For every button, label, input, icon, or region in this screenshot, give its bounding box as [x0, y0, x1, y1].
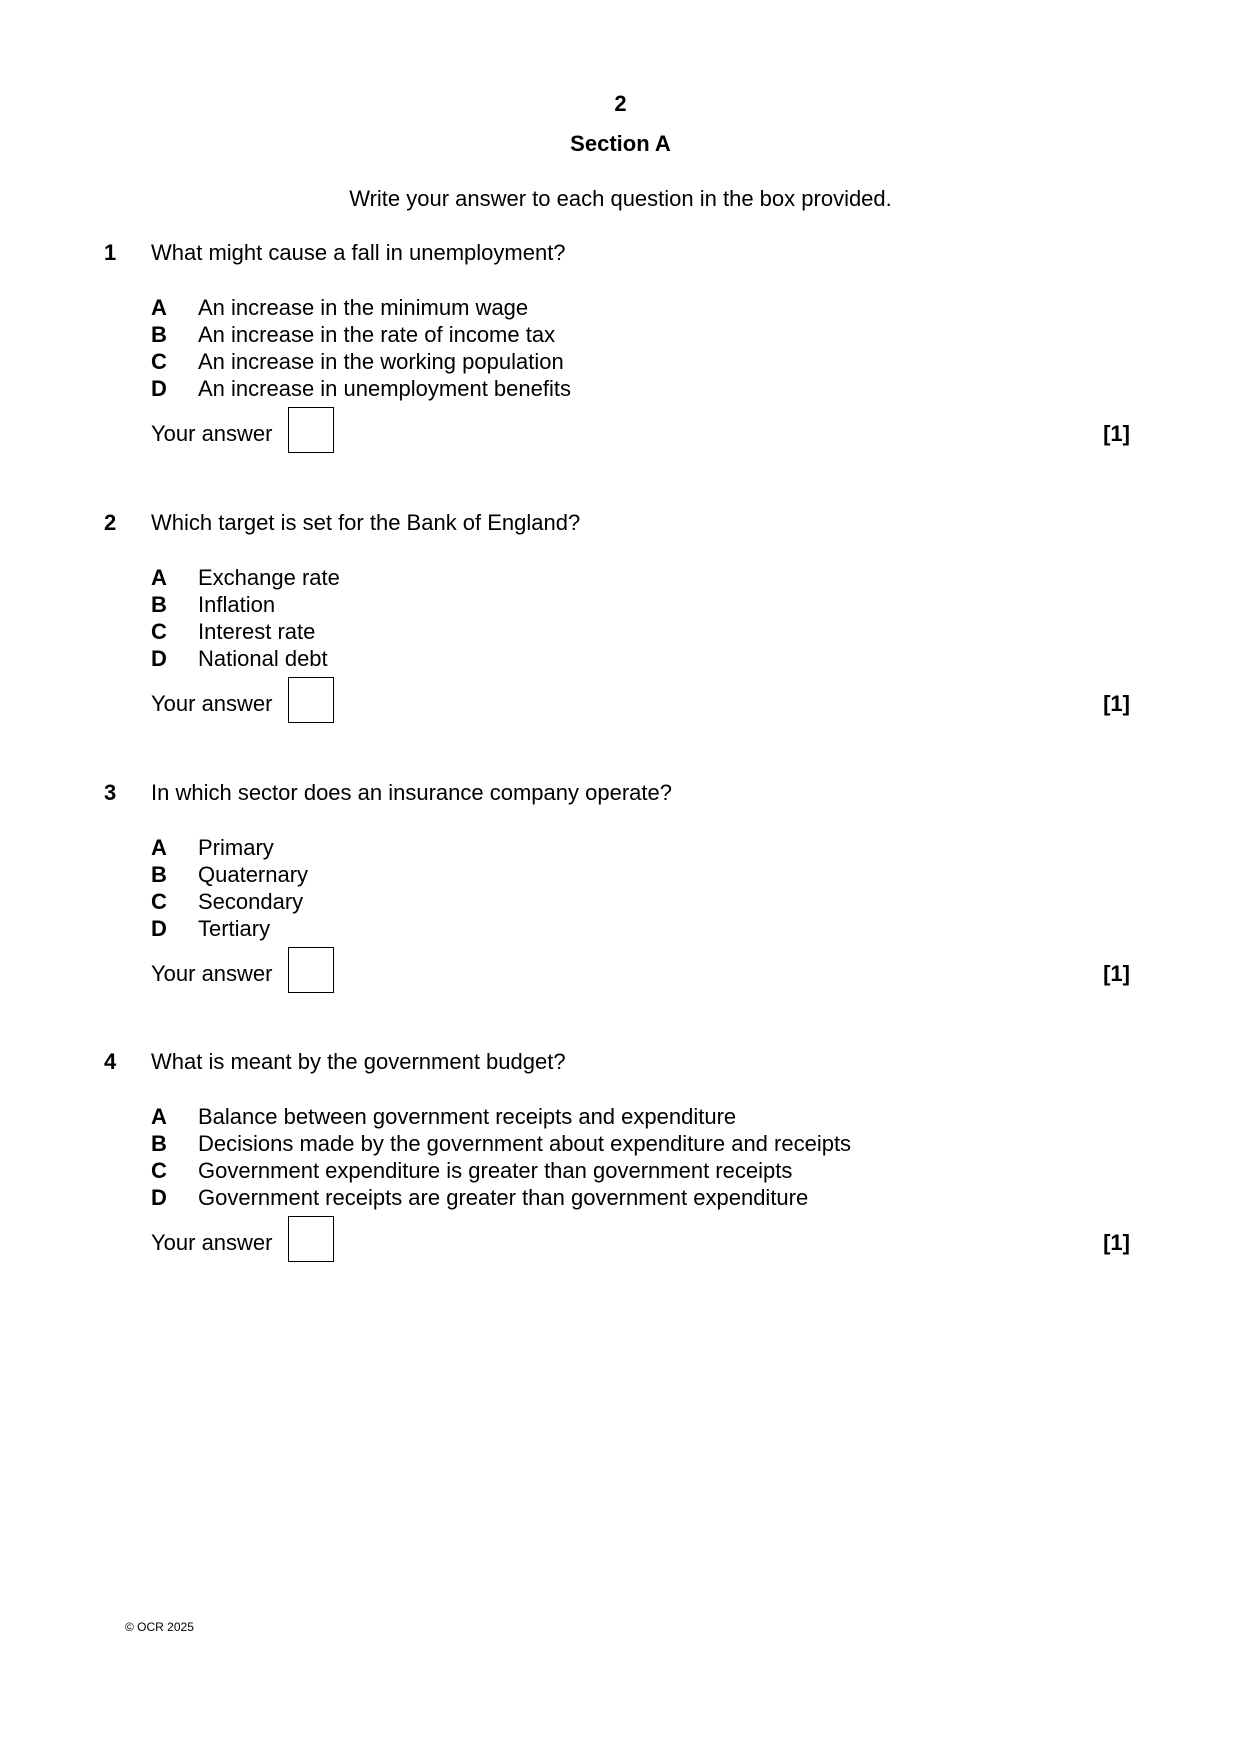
marks-label: [1]: [1103, 1230, 1130, 1255]
question-3: [0, 780, 1241, 1010]
option-text: Government receipts are greater than government expenditure: [198, 1185, 809, 1210]
option-letter: C: [151, 349, 167, 374]
option-letter: B: [151, 322, 167, 347]
question-text: Which target is set for the Bank of England?: [151, 510, 581, 535]
option-text: Inflation: [198, 592, 276, 617]
option-text: Exchange rate: [198, 565, 340, 590]
question-text: What is meant by the government budget?: [151, 1049, 566, 1074]
option-text: Primary: [198, 835, 274, 860]
marks-label: [1]: [1103, 691, 1130, 716]
option-text: An increase in unemployment benefits: [198, 376, 571, 401]
question-text: What might cause a fall in unemployment?: [151, 240, 566, 265]
answer-label: Your answer: [151, 1230, 273, 1255]
answer-box[interactable]: [288, 407, 334, 453]
marks-label: [1]: [1103, 421, 1130, 446]
option-letter: B: [151, 1131, 167, 1156]
option-text: Secondary: [198, 889, 304, 914]
question-number: 4: [104, 1049, 117, 1074]
question-4: [0, 1049, 1241, 1279]
option-text: Government expenditure is greater than government receipts: [198, 1158, 793, 1183]
question-number: 2: [104, 510, 117, 535]
option-letter: A: [151, 835, 167, 860]
option-letter: D: [151, 1185, 167, 1210]
option-letter: D: [151, 646, 167, 671]
option-letter: C: [151, 889, 167, 914]
page-number: 2: [614, 91, 627, 116]
option-letter: C: [151, 619, 167, 644]
answer-label: Your answer: [151, 421, 273, 446]
copyright-footer: © OCR 2025: [125, 1620, 194, 1634]
option-letter: A: [151, 565, 167, 590]
option-text: Quaternary: [198, 862, 309, 887]
option-text: Tertiary: [198, 916, 271, 941]
question-number: 1: [104, 240, 117, 265]
answer-label: Your answer: [151, 961, 273, 986]
question-1: [0, 240, 1241, 470]
option-text: An increase in the working population: [198, 349, 564, 374]
option-text: An increase in the minimum wage: [198, 295, 529, 320]
question-text: In which sector does an insurance company operate?: [151, 780, 672, 805]
option-letter: A: [151, 295, 167, 320]
option-letter: B: [151, 592, 167, 617]
option-letter: C: [151, 1158, 167, 1183]
option-letter: B: [151, 862, 167, 887]
question-number: 3: [104, 780, 117, 805]
answer-box[interactable]: [288, 677, 334, 723]
option-letter: D: [151, 916, 167, 941]
section-title: Section A: [570, 131, 671, 156]
marks-label: [1]: [1103, 961, 1130, 986]
option-letter: D: [151, 376, 167, 401]
answer-box[interactable]: [288, 947, 334, 993]
option-text: Decisions made by the government about expenditure and receipts: [198, 1131, 852, 1156]
option-text: Balance between government receipts and expenditure: [198, 1104, 737, 1129]
instruction-text: Write your answer to each question in the box provided.: [349, 186, 892, 211]
option-text: An increase in the rate of income tax: [198, 322, 556, 347]
question-2: [0, 510, 1241, 740]
option-text: Interest rate: [198, 619, 316, 644]
option-text: National debt: [198, 646, 328, 671]
answer-label: Your answer: [151, 691, 273, 716]
option-letter: A: [151, 1104, 167, 1129]
answer-box[interactable]: [288, 1216, 334, 1262]
